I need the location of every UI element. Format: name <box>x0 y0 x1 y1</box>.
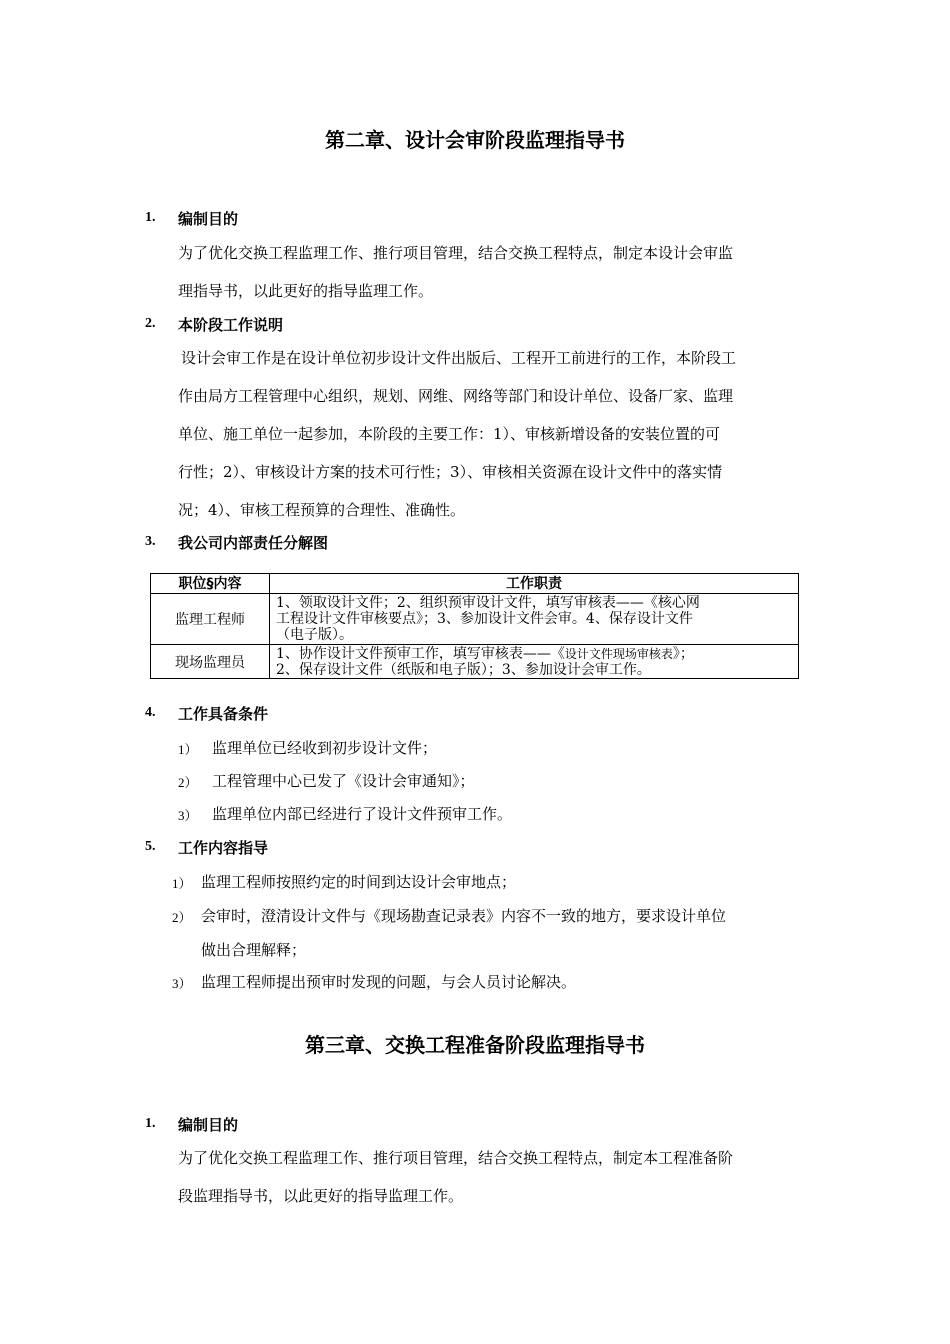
table-cell-duty <box>270 645 799 679</box>
paragraph-line: 作由局方工程管理中心组织，规划、网维、网络等部门和设计单位、设备厂家、监理 <box>178 387 734 405</box>
list-item-continuation: 做出合理解释； <box>201 941 307 959</box>
table-cell-role: 现场监理员 <box>151 645 270 679</box>
stage-description-paragraph <box>178 339 736 529</box>
duty-text: 》； <box>672 645 694 662</box>
list-item-number: 2） <box>178 775 198 790</box>
list-item-number: 1） <box>178 742 198 757</box>
duty-line: 2、保存设计文件（纸版和电子版）；3、参加设计会审工作。 <box>276 661 651 678</box>
duty-form-name: 设计文件现场审核表 <box>564 646 673 661</box>
purpose-paragraph <box>178 1139 733 1215</box>
list-item: 会审时，澄清设计文件与《现场勘查记录表》内容不一致的地方，要求设计单位 <box>201 907 727 925</box>
list-item-number: 3） <box>178 808 198 823</box>
chapter-2-title: 第二章、设计会审阶段监理指导书 <box>325 128 625 152</box>
section-number: 3. <box>145 534 156 549</box>
duty-line: 1、领取设计文件；2、组织预审设计文件，填写审核表——《核心网 <box>276 595 700 611</box>
table-header-duties: 工作职责 <box>270 574 799 594</box>
paragraph-line: 为了优化交换工程监理工作、推行项目管理，结合交换工程特点，制定本设计会审监 <box>178 244 734 262</box>
paragraph-line: 行性；2）、审核设计方案的技术可行性；3）、审核相关资源在设计文件中的落实情 <box>178 463 723 481</box>
section-number: 1. <box>145 1116 156 1131</box>
table-header-position: 职位§内容 <box>151 574 270 594</box>
paragraph-line: 设计会审工作是在设计单位初步设计文件出版后、工程开工前进行的工作，本阶段工 <box>181 349 737 367</box>
list-item-number: 2） <box>172 910 192 925</box>
table-row <box>151 645 799 679</box>
list-item: 监理工程师提出预审时发现的问题，与会人员讨论解决。 <box>201 973 577 991</box>
duty-line: 工程设计文件审核要点》；3、参加设计文件会审。4、保存设计文件 <box>276 611 693 627</box>
paragraph-line: 为了优化交换工程监理工作、推行项目管理，结合交换工程特点，制定本工程准备阶 <box>178 1149 734 1167</box>
section-title-purpose: 编制目的 <box>178 210 239 228</box>
list-item: 监理工程师按照约定的时间到达设计会审地点； <box>201 873 517 891</box>
section-title-purpose: 编制目的 <box>178 1116 239 1134</box>
section-number: 5. <box>145 839 156 854</box>
paragraph-line: 单位、施工单位一起参加，本阶段的主要工作：1）、审核新增设备的安装位置的可 <box>178 425 721 443</box>
duty-line: （电子版）。 <box>276 627 353 643</box>
purpose-paragraph <box>178 234 733 310</box>
section-number: 1. <box>145 210 156 225</box>
section-title-responsibility: 我公司内部责任分解图 <box>178 534 329 552</box>
duty-text: 1、协作设计文件预审工作，填写审核表——《 <box>276 645 565 662</box>
list-item: 监理单位内部已经进行了设计文件预审工作。 <box>212 805 513 823</box>
section-title-conditions: 工作具备条件 <box>178 705 269 723</box>
section-title-work-guidance: 工作内容指导 <box>178 839 269 857</box>
chapter-3-title: 第三章、交换工程准备阶段监理指导书 <box>305 1033 645 1057</box>
table-header-row <box>151 574 799 594</box>
paragraph-line: 段监理指导书，以此更好的指导监理工作。 <box>178 1187 464 1205</box>
section-title-stage-description: 本阶段工作说明 <box>178 316 284 334</box>
table-row <box>151 594 799 645</box>
duty-line <box>276 646 798 662</box>
list-item: 工程管理中心已发了《设计会审通知》； <box>212 772 475 790</box>
table-cell-role: 监理工程师 <box>151 594 270 645</box>
list-item: 监理单位已经收到初步设计文件； <box>212 739 438 757</box>
list-item-number: 1） <box>172 876 192 891</box>
paragraph-line: 理指导书，以此更好的指导监理工作。 <box>178 282 434 300</box>
list-item-number: 3） <box>172 976 192 991</box>
table-cell-duty <box>270 594 799 645</box>
section-number: 2. <box>145 316 156 331</box>
paragraph-line: 况；4）、审核工程预算的合理性、准确性。 <box>178 501 466 519</box>
section-number: 4. <box>145 705 156 720</box>
responsibility-table <box>150 573 799 679</box>
